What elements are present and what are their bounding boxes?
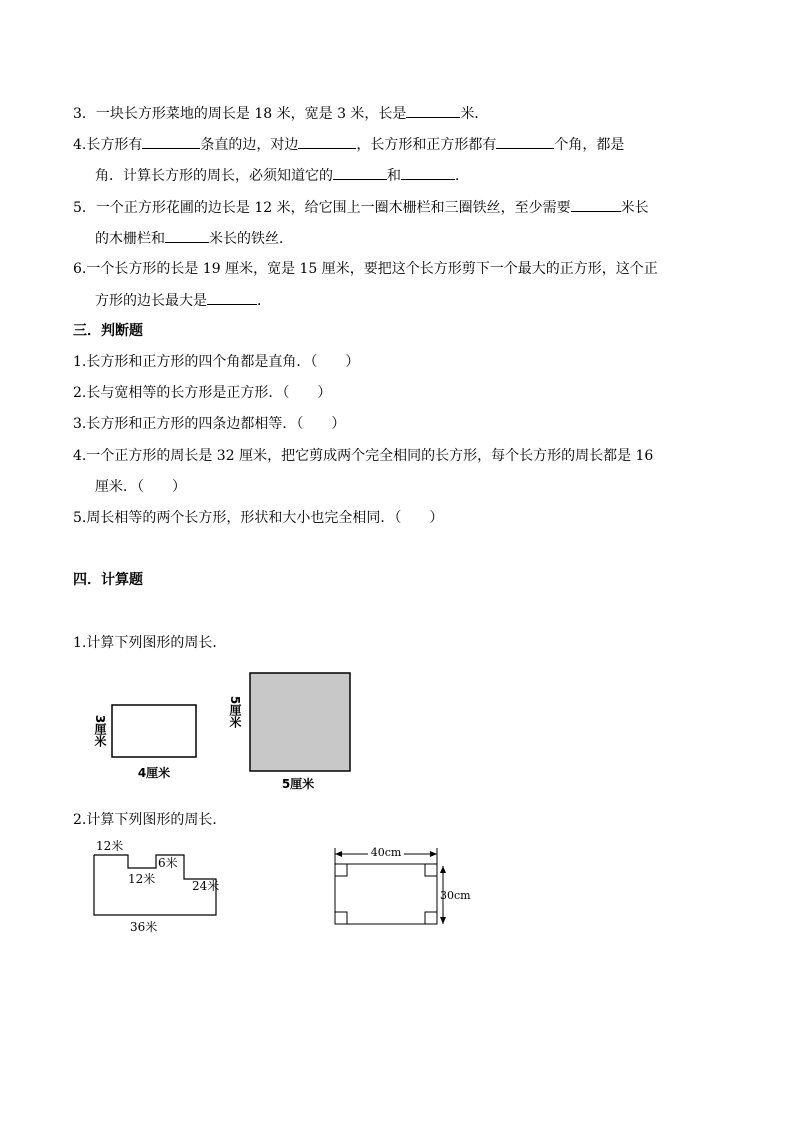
question-text: 方形的边长最大是 (95, 293, 207, 309)
answer-blank[interactable] (401, 165, 455, 180)
answer-blank[interactable] (406, 103, 460, 118)
outer-rect (335, 864, 437, 924)
answer-blank[interactable] (207, 290, 257, 305)
question-text: 条直的边，对边 (200, 137, 299, 153)
question-text: ，长方形和正方形都有 (356, 137, 497, 153)
label-30cm: 30cm (440, 889, 471, 902)
figure-rect-square (88, 668, 368, 794)
question-text: ． (257, 293, 271, 309)
judge-item-2: 2.长与宽相等的长方形是正方形．（ ） (73, 385, 332, 401)
section-4-title: 四．计算题 (73, 572, 143, 588)
figure-notched-shape (88, 836, 238, 936)
section-3-title: 三．判断题 (73, 323, 143, 339)
judge-item-4-cont: 厘米．（ ） (95, 479, 186, 495)
question-text: 米． (460, 106, 489, 122)
calc-question-2: 2.计算下列图形的周长． (73, 812, 227, 828)
rectangle-shape (112, 705, 196, 757)
label-notch: 6米 (158, 856, 178, 870)
figure-cut-corner-rect (330, 838, 475, 938)
label-40cm: 40cm (370, 846, 402, 859)
rect-bottom-label: 4厘米 (137, 766, 171, 780)
question-text: 4.长方形有 (73, 137, 143, 153)
question-text: ． (455, 168, 469, 184)
arrow-up-icon (440, 866, 446, 873)
judge-item-3: 3.长方形和正方形的四条边都相等．（ ） (73, 416, 346, 432)
answer-blank[interactable] (496, 134, 554, 149)
question-6-line1: 6.一个长方形的长是 19 厘米，宽是 15 厘米，要把这个长方形剪下一个最大的正方形，这个正 (73, 261, 658, 277)
question-text: 个角，都是 (554, 137, 625, 153)
judge-item-4: 4.一个正方形的周长是 32 厘米，把它剪成两个完全相同的长方形，每个长方形的周长都是 16 (73, 448, 654, 464)
label-bottom: 36米 (130, 920, 158, 934)
square-side-label: 5厘米 (228, 695, 242, 729)
question-text: 米长的铁丝． (209, 231, 293, 247)
question-text: 米长 (620, 200, 649, 216)
question-6-line2 (95, 290, 271, 311)
square-shape (250, 673, 350, 771)
question-4-line2 (95, 165, 469, 186)
question-text: 5．一个正方形花圃的边长是 12 米，给它围上一圈木栅栏和三圈铁丝，至少需要 (73, 200, 571, 216)
question-text: 和 (387, 168, 401, 184)
label-inner: 12米 (128, 872, 156, 886)
calc-question-1: 1.计算下列图形的周长． (73, 635, 227, 651)
question-4-line1 (73, 134, 624, 155)
arrow-right-icon (430, 851, 437, 857)
judge-item-5: 5.周长相等的两个长方形，形状和大小也完全相同．（ ） (73, 510, 444, 526)
answer-blank[interactable] (142, 134, 200, 149)
question-text: 3．一块长方形菜地的周长是 18 米，宽是 3 米，长是 (73, 106, 407, 122)
answer-blank[interactable] (298, 134, 356, 149)
arrow-down-icon (440, 917, 446, 924)
question-5-line2 (95, 228, 293, 249)
label-top: 12米 (96, 839, 124, 853)
square-bottom-label: 5厘米 (281, 777, 315, 791)
answer-blank[interactable] (571, 197, 621, 212)
question-3 (73, 103, 488, 124)
label-right: 24米 (192, 879, 220, 893)
answer-blank[interactable] (165, 228, 209, 243)
judge-item-1: 1.长方形和正方形的四个角都是直角．（ ） (73, 354, 360, 370)
rect-side-label: 3厘米 (93, 714, 107, 748)
answer-blank[interactable] (333, 165, 387, 180)
question-5-line1 (73, 197, 649, 218)
arrow-left-icon (335, 851, 342, 857)
question-text: 的木栅栏和 (95, 231, 165, 247)
question-text: 角．计算长方形的周长，必须知道它的 (95, 168, 333, 184)
